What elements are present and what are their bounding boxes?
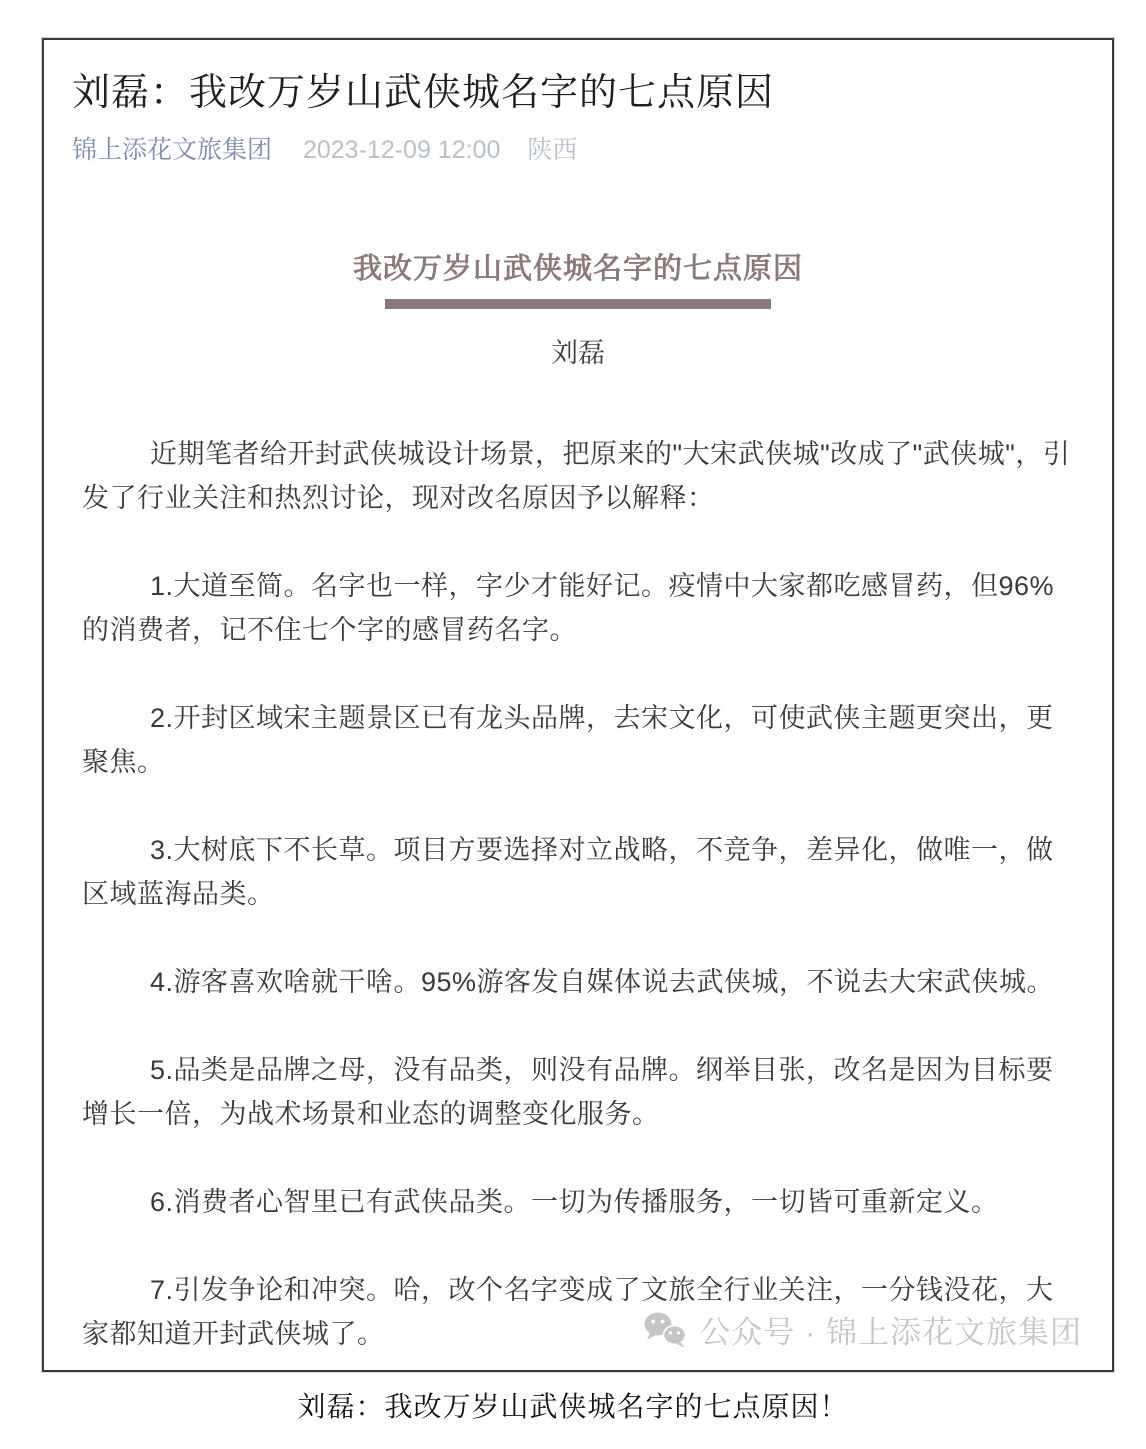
paragraph: 4.游客喜欢啥就干啥。95%游客发自媒体说去武侠城，不说去大宋武侠城。 [150,967,1055,997]
paragraph: 7.引发争论和冲突。哈，改个名字变成了文旅全行业关注，一分钱没花，大家都知道开封武侠城了。 [82,1275,1054,1349]
publish-location: 陕西 [527,135,578,164]
byline [72,134,1084,167]
article-title: 刘磊：我改万岁山武侠城名字的七点原因 [72,72,775,114]
paragraph: 5.品类是品牌之母，没有品类，则没有品牌。纲举目张，改名是因为目标要增长一倍，为战术场景和业态的调整变化服务。 [82,1055,1054,1129]
article-window [42,38,1114,1372]
wechat-icon [643,1311,689,1349]
paragraph: 6.消费者心智里已有武侠品类。一切为传播服务，一切皆可重新定义。 [150,1187,999,1217]
paragraph: 1.大道至简。名字也一样，字少才能好记。疫情中大家都吃感冒药，但96%的消费者，记不住七个字的感冒药名字。 [82,571,1055,645]
watermark [643,1307,1082,1352]
watermark-text: 公众号 · 锦上添花文旅集团 [699,1315,1082,1350]
paragraph: 3.大树底下不长草。项目方要选择对立战略，不竞争，差异化，做唯一，做区域蓝海品类。 [82,835,1054,909]
paragraph: 2.开封区域宋主题景区已有龙头品牌，去宋文化，可使武侠主题更突出，更聚焦。 [82,703,1054,777]
account-link[interactable]: 锦上添花文旅集团 [72,135,273,164]
inner-heading-title: 我改万岁山武侠城名字的七点原因 [352,253,803,285]
paragraph: 近期笔者给开封武侠城设计场景，把原来的"大宋武侠城"改成了"武侠城"，引发了行业关注和热烈讨论，现对改名原因予以解释： [82,439,1071,513]
inner-heading-block [44,246,1112,370]
publish-datetime: 2023-12-09 12:00 [302,135,501,164]
image-caption: 刘磊：我改万岁山武侠城名字的七点原因！ [297,1391,849,1422]
heading-underline-bar [385,299,771,309]
author-name: 刘磊 [551,338,605,368]
article-body [82,432,1080,1356]
